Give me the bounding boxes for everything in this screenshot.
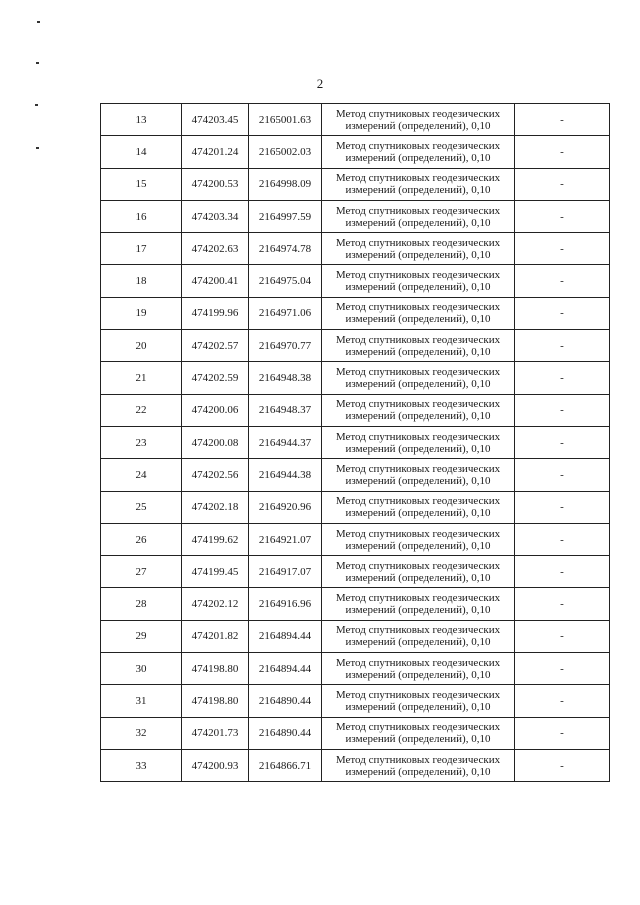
table-row: [101, 523, 610, 555]
method-text-line: измерений (определений), 0,10: [345, 636, 491, 649]
x-coordinate-cell: 474199.45: [182, 556, 249, 588]
method-cell: [322, 362, 515, 394]
table-row: [101, 749, 610, 781]
method-text-line: Метод спутниковых геодезических: [335, 269, 501, 282]
point-number-cell: 27: [101, 556, 182, 588]
y-coordinate-cell: 2164998.09: [249, 168, 322, 200]
x-coordinate-cell: 474203.45: [182, 104, 249, 136]
method-text-line: Метод спутниковых геодезических: [335, 753, 501, 766]
margin-mark: [37, 21, 40, 23]
method-text-line: Метод спутниковых геодезических: [335, 333, 501, 346]
y-coordinate-cell: 2164921.07: [249, 523, 322, 555]
method-cell: [322, 459, 515, 491]
table-row: [101, 620, 610, 652]
table-row: [101, 265, 610, 297]
method-cell: [322, 330, 515, 362]
point-number-cell: 29: [101, 620, 182, 652]
point-number-cell: 21: [101, 362, 182, 394]
dash-cell: -: [515, 200, 610, 232]
method-text-line: Метод спутниковых геодезических: [335, 527, 501, 540]
point-number-cell: 28: [101, 588, 182, 620]
x-coordinate-cell: 474201.73: [182, 717, 249, 749]
margin-mark: [36, 62, 39, 64]
table-row: [101, 136, 610, 168]
method-text-line: измерений (определений), 0,10: [345, 248, 491, 261]
dash-cell: -: [515, 620, 610, 652]
method-cell: [322, 233, 515, 265]
x-coordinate-cell: 474200.41: [182, 265, 249, 297]
method-text-line: измерений (определений), 0,10: [345, 571, 491, 584]
method-text-line: измерений (определений), 0,10: [345, 442, 491, 455]
x-coordinate-cell: 474200.08: [182, 426, 249, 458]
x-coordinate-cell: 474202.56: [182, 459, 249, 491]
dash-cell: -: [515, 459, 610, 491]
dash-cell: -: [515, 717, 610, 749]
table-row: [101, 362, 610, 394]
x-coordinate-cell: 474199.96: [182, 297, 249, 329]
table-row: [101, 717, 610, 749]
method-text-line: Метод спутниковых геодезических: [335, 592, 501, 605]
x-coordinate-cell: 474201.82: [182, 620, 249, 652]
table-row: [101, 330, 610, 362]
method-text-line: измерений (определений), 0,10: [345, 700, 491, 713]
y-coordinate-cell: 2164890.44: [249, 685, 322, 717]
method-text-line: Метод спутниковых геодезических: [335, 462, 501, 475]
y-coordinate-cell: 2164997.59: [249, 200, 322, 232]
x-coordinate-cell: 474202.59: [182, 362, 249, 394]
y-coordinate-cell: 2164917.07: [249, 556, 322, 588]
dash-cell: -: [515, 685, 610, 717]
method-text-line: измерений (определений), 0,10: [345, 151, 491, 164]
method-cell: [322, 426, 515, 458]
table-row: [101, 588, 610, 620]
x-coordinate-cell: 474200.53: [182, 168, 249, 200]
x-coordinate-cell: 474202.12: [182, 588, 249, 620]
method-text-line: Метод спутниковых геодезических: [335, 139, 501, 152]
point-number-cell: 23: [101, 426, 182, 458]
dash-cell: -: [515, 330, 610, 362]
dash-cell: -: [515, 556, 610, 588]
method-cell: [322, 168, 515, 200]
method-text-line: Метод спутниковых геодезических: [335, 495, 501, 508]
dash-cell: -: [515, 104, 610, 136]
x-coordinate-cell: 474200.06: [182, 394, 249, 426]
method-text-line: Метод спутниковых геодезических: [335, 430, 501, 443]
table-row: [101, 104, 610, 136]
dash-cell: -: [515, 653, 610, 685]
method-cell: [322, 749, 515, 781]
method-cell: [322, 588, 515, 620]
dash-cell: -: [515, 136, 610, 168]
method-cell: [322, 200, 515, 232]
method-text-line: измерений (определений), 0,10: [345, 507, 491, 520]
method-cell: [322, 394, 515, 426]
y-coordinate-cell: 2164944.38: [249, 459, 322, 491]
y-coordinate-cell: 2164916.96: [249, 588, 322, 620]
point-number-cell: 32: [101, 717, 182, 749]
x-coordinate-cell: 474202.57: [182, 330, 249, 362]
y-coordinate-cell: 2165002.03: [249, 136, 322, 168]
dash-cell: -: [515, 491, 610, 523]
point-number-cell: 30: [101, 653, 182, 685]
method-text-line: измерений (определений), 0,10: [345, 539, 491, 552]
table-row: [101, 168, 610, 200]
x-coordinate-cell: 474203.34: [182, 200, 249, 232]
dash-cell: -: [515, 297, 610, 329]
table-row: [101, 394, 610, 426]
table-row: [101, 491, 610, 523]
x-coordinate-cell: 474201.24: [182, 136, 249, 168]
table-row: [101, 297, 610, 329]
point-number-cell: 33: [101, 749, 182, 781]
method-text-line: измерений (определений), 0,10: [345, 281, 491, 294]
dash-cell: -: [515, 394, 610, 426]
y-coordinate-cell: 2164975.04: [249, 265, 322, 297]
method-text-line: измерений (определений), 0,10: [345, 313, 491, 326]
y-coordinate-cell: 2164890.44: [249, 717, 322, 749]
dash-cell: -: [515, 588, 610, 620]
method-text-line: Метод спутниковых геодезических: [335, 204, 501, 217]
method-cell: [322, 556, 515, 588]
method-cell: [322, 717, 515, 749]
y-coordinate-cell: 2165001.63: [249, 104, 322, 136]
point-number-cell: 22: [101, 394, 182, 426]
y-coordinate-cell: 2164948.37: [249, 394, 322, 426]
method-cell: [322, 653, 515, 685]
method-text-line: Метод спутниковых геодезических: [335, 624, 501, 637]
table-row: [101, 233, 610, 265]
x-coordinate-cell: 474202.63: [182, 233, 249, 265]
method-text-line: измерений (определений), 0,10: [345, 378, 491, 391]
method-cell: [322, 620, 515, 652]
point-number-cell: 26: [101, 523, 182, 555]
method-text-line: измерений (определений), 0,10: [345, 668, 491, 681]
point-number-cell: 17: [101, 233, 182, 265]
table-row: [101, 653, 610, 685]
dash-cell: -: [515, 749, 610, 781]
dash-cell: -: [515, 523, 610, 555]
method-text-line: Метод спутниковых геодезических: [335, 301, 501, 314]
method-text-line: Метод спутниковых геодезических: [335, 172, 501, 185]
margin-mark: [36, 147, 39, 149]
dash-cell: -: [515, 362, 610, 394]
y-coordinate-cell: 2164948.38: [249, 362, 322, 394]
method-cell: [322, 297, 515, 329]
y-coordinate-cell: 2164971.06: [249, 297, 322, 329]
method-text-line: измерений (определений), 0,10: [345, 765, 491, 778]
y-coordinate-cell: 2164866.71: [249, 749, 322, 781]
y-coordinate-cell: 2164944.37: [249, 426, 322, 458]
margin-mark: [35, 104, 38, 106]
x-coordinate-cell: 474200.93: [182, 749, 249, 781]
method-text-line: Метод спутниковых геодезических: [335, 398, 501, 411]
method-text-line: измерений (определений), 0,10: [345, 119, 491, 132]
y-coordinate-cell: 2164894.44: [249, 653, 322, 685]
method-text-line: Метод спутниковых геодезических: [335, 236, 501, 249]
method-text-line: измерений (определений), 0,10: [345, 604, 491, 617]
dash-cell: -: [515, 168, 610, 200]
method-cell: [322, 685, 515, 717]
method-cell: [322, 104, 515, 136]
point-number-cell: 14: [101, 136, 182, 168]
point-number-cell: 16: [101, 200, 182, 232]
method-text-line: Метод спутниковых геодезических: [335, 721, 501, 734]
table-row: [101, 426, 610, 458]
method-text-line: Метод спутниковых геодезических: [335, 366, 501, 379]
x-coordinate-cell: 474198.80: [182, 685, 249, 717]
point-number-cell: 31: [101, 685, 182, 717]
dash-cell: -: [515, 265, 610, 297]
method-text-line: Метод спутниковых геодезических: [335, 559, 501, 572]
table-row: [101, 459, 610, 491]
point-number-cell: 15: [101, 168, 182, 200]
method-cell: [322, 136, 515, 168]
table-row: [101, 556, 610, 588]
x-coordinate-cell: 474202.18: [182, 491, 249, 523]
x-coordinate-cell: 474198.80: [182, 653, 249, 685]
method-text-line: измерений (определений), 0,10: [345, 410, 491, 423]
page-number: 2: [316, 76, 324, 91]
method-text-line: измерений (определений), 0,10: [345, 345, 491, 358]
y-coordinate-cell: 2164894.44: [249, 620, 322, 652]
point-number-cell: 18: [101, 265, 182, 297]
method-text-line: Метод спутниковых геодезических: [335, 688, 501, 701]
method-text-line: Метод спутниковых геодезических: [335, 656, 501, 669]
point-number-cell: 24: [101, 459, 182, 491]
dash-cell: -: [515, 426, 610, 458]
table-row: [101, 685, 610, 717]
method-cell: [322, 523, 515, 555]
method-text-line: измерений (определений), 0,10: [345, 216, 491, 229]
y-coordinate-cell: 2164920.96: [249, 491, 322, 523]
method-text-line: измерений (определений), 0,10: [345, 184, 491, 197]
x-coordinate-cell: 474199.62: [182, 523, 249, 555]
y-coordinate-cell: 2164970.77: [249, 330, 322, 362]
point-number-cell: 13: [101, 104, 182, 136]
method-cell: [322, 265, 515, 297]
method-text-line: измерений (определений), 0,10: [345, 733, 491, 746]
y-coordinate-cell: 2164974.78: [249, 233, 322, 265]
dash-cell: -: [515, 233, 610, 265]
method-text-line: измерений (определений), 0,10: [345, 474, 491, 487]
method-cell: [322, 491, 515, 523]
coordinates-table-body: [101, 104, 610, 782]
method-text-line: Метод спутниковых геодезических: [335, 107, 501, 120]
table-row: [101, 200, 610, 232]
point-number-cell: 25: [101, 491, 182, 523]
point-number-cell: 20: [101, 330, 182, 362]
point-number-cell: 19: [101, 297, 182, 329]
coordinates-table: [100, 103, 610, 782]
